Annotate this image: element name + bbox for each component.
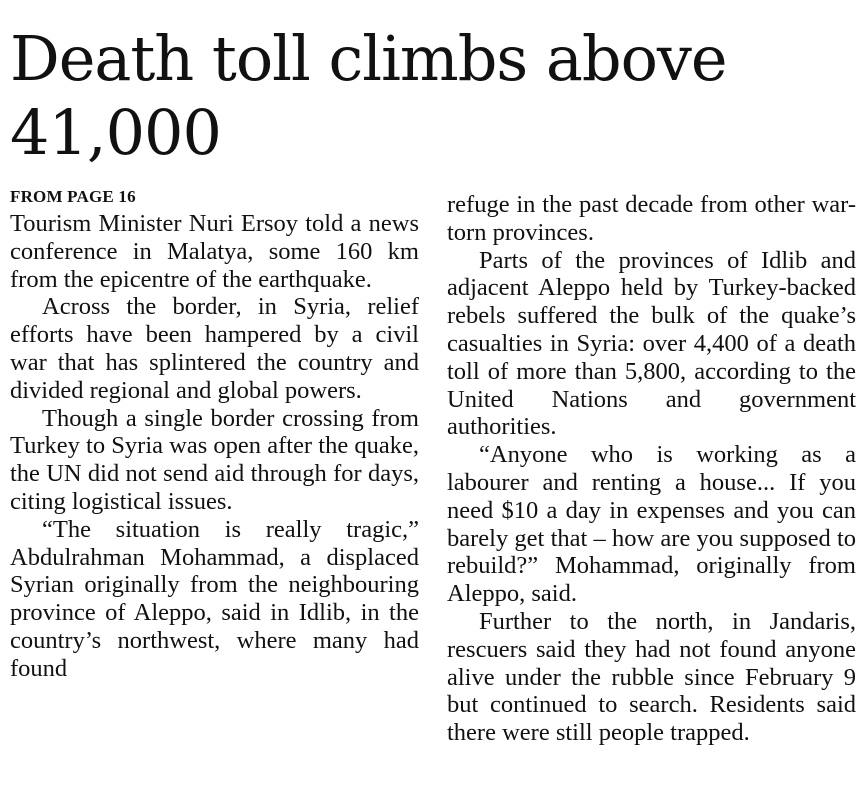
paragraph: Across the border, in Syria, relief efforts have been hampered by a civil war that has splintered the country and divided regional and global powers. bbox=[10, 293, 419, 404]
left-column bbox=[10, 186, 419, 683]
continuation-kicker: FROM PAGE 16 bbox=[10, 187, 136, 206]
paragraph: “Anyone who is working as a labourer and renting a house... If you need $10 a day in expenses and you can barely get that – how are you supposed to rebuild?” Mohammad, originally from Aleppo, said. bbox=[447, 441, 856, 608]
paragraph: “The situation is really tragic,” Abdulrahman Mohammad, a displaced Syrian originally from the neighbouring province of Aleppo, said in Idlib, in the country’s northwest, where many had found bbox=[10, 515, 419, 682]
paragraph: Tourism Minister Nuri Ersoy told a news conference in Malatya, some 160 km from the epicentre of the earthquake. bbox=[10, 210, 419, 293]
paragraph: Though a single border crossing from Turkey to Syria was open after the quake, the UN did not send aid through for days, citing logistical issues. bbox=[10, 404, 419, 515]
paragraph-continued: refuge in the past decade from other war-torn provinces. bbox=[447, 191, 856, 246]
paragraph: Parts of the provinces of Idlib and adjacent Aleppo held by Turkey-backed rebels suffered the bulk of the quake’s casualties in Syria: over 4,400 of a death toll of more than 5,800, according to the United Nations and government authorities. bbox=[447, 246, 856, 441]
right-column bbox=[447, 191, 856, 747]
paragraph: Further to the north, in Jandaris, rescuers said they had not found anyone alive under the rubble since February 9 but continued to search. Residents said there were still people trapped. bbox=[447, 607, 856, 747]
headline: Death toll climbs above 41,000 bbox=[10, 22, 727, 169]
